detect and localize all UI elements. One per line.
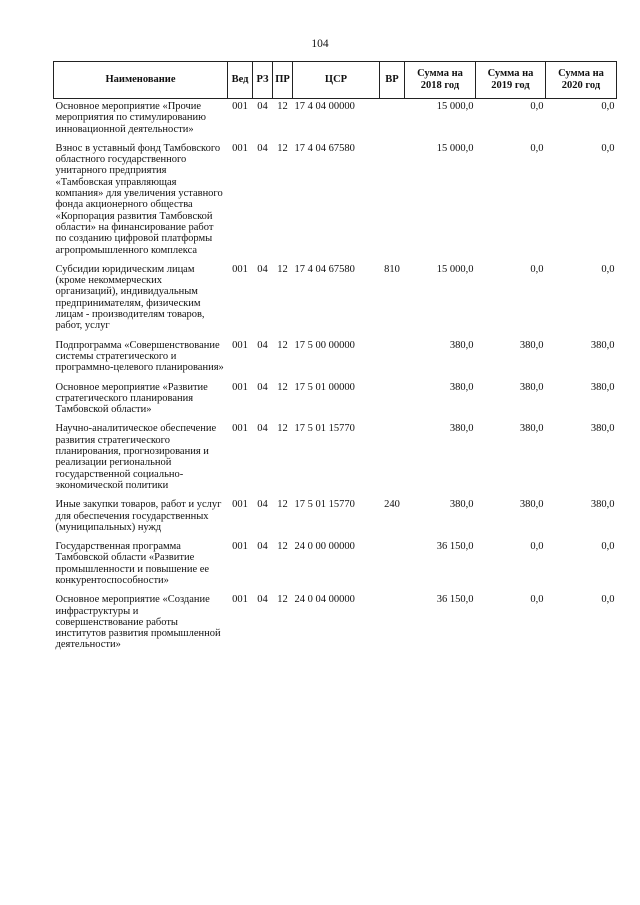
cell-sum-2019: 380,0 bbox=[519, 381, 544, 393]
cell-pr: 12 bbox=[277, 499, 288, 511]
cell-pr: 12 bbox=[277, 339, 288, 351]
cell-sum-2019: 0,0 bbox=[530, 142, 544, 154]
cell-ved: 001 bbox=[232, 263, 248, 275]
cell-name: Иные закупки товаров, работ и услуг для обеспечения государственных (муниципальных) нужд bbox=[55, 499, 222, 533]
page-number: 104 bbox=[311, 38, 329, 50]
cell-vr bbox=[380, 141, 405, 262]
cell-csr: 17 5 00 00000 bbox=[294, 339, 355, 351]
cell-rz: 04 bbox=[257, 142, 268, 154]
cell-csr: 17 4 04 67580 bbox=[294, 142, 355, 154]
cell-rz: 04 bbox=[257, 101, 268, 112]
cell-rz: 04 bbox=[257, 381, 268, 393]
cell-sum-2019: 380,0 bbox=[519, 499, 544, 511]
cell-vr bbox=[380, 421, 405, 497]
table-row bbox=[54, 539, 617, 592]
cell-name: Государственная программа Тамбовской области «Развитие промышленности и повышение ее конкурентоспособности» bbox=[55, 541, 210, 586]
cell-pr: 12 bbox=[277, 101, 288, 112]
cell-pr: 12 bbox=[277, 594, 288, 606]
cell-name: Основное мероприятие «Развитие стратегического планирования Тамбовской области» bbox=[55, 381, 208, 416]
header-ved: Вед bbox=[228, 62, 253, 99]
cell-sum-2020: 0,0 bbox=[601, 263, 615, 275]
cell-pr: 12 bbox=[277, 541, 288, 553]
cell-rz: 04 bbox=[257, 594, 268, 606]
cell-vr bbox=[380, 539, 405, 592]
cell-rz: 04 bbox=[257, 339, 268, 351]
cell-sum-2018: 15 000,0 bbox=[436, 263, 474, 275]
cell-ved: 001 bbox=[232, 142, 248, 154]
cell-rz: 04 bbox=[257, 499, 268, 511]
cell-vr bbox=[380, 380, 405, 422]
cell-vr: 240 bbox=[384, 499, 400, 511]
header-name: Наименование bbox=[54, 62, 228, 99]
header-sum-2020: Сумма на 2020 год bbox=[546, 62, 617, 99]
cell-name: Субсидии юридическим лицам (кроме некоммерческих организаций), индивидуальным предпринимателям, физическим лицам - производителям товаров, работ, услуг bbox=[55, 263, 205, 332]
cell-sum-2018: 36 150,0 bbox=[436, 541, 474, 553]
cell-pr: 12 bbox=[277, 142, 288, 154]
cell-sum-2019: 0,0 bbox=[530, 101, 544, 112]
cell-ved: 001 bbox=[232, 594, 248, 606]
cell-sum-2018: 15 000,0 bbox=[436, 101, 474, 112]
cell-sum-2020: 0,0 bbox=[601, 541, 615, 553]
cell-name: Подпрограмма «Совершенствование системы стратегического и программно-целевого планирования» bbox=[55, 339, 224, 374]
cell-name: Основное мероприятие «Прочие мероприятия по стимулированию инновационной деятельности» bbox=[55, 101, 207, 135]
header-csr: ЦСР bbox=[293, 62, 380, 99]
cell-csr: 17 5 01 15770 bbox=[294, 499, 355, 511]
cell-vr bbox=[380, 338, 405, 380]
cell-sum-2020: 380,0 bbox=[590, 381, 615, 393]
cell-sum-2018: 380,0 bbox=[449, 499, 474, 511]
cell-ved: 001 bbox=[232, 381, 248, 393]
table-row bbox=[54, 141, 617, 262]
header-sum-2019: Сумма на 2019 год bbox=[476, 62, 546, 99]
table-row bbox=[54, 592, 617, 656]
cell-vr bbox=[380, 99, 405, 141]
cell-csr: 17 5 01 00000 bbox=[294, 381, 355, 393]
cell-sum-2020: 0,0 bbox=[601, 142, 615, 154]
cell-name: Взнос в уставный фонд Тамбовского областного государственного унитарного предприятия «Тамбовская управляющая компания» для увеличения уставного фонда акционерного общества «Корпорация развития Тамбовской области» на финансирование работ по созданию цифровой платформы агропромышленного комплекса bbox=[55, 142, 223, 256]
table-row bbox=[54, 338, 617, 380]
cell-csr: 24 0 00 00000 bbox=[294, 541, 355, 553]
header-sum-2018: Сумма на 2018 год bbox=[405, 62, 476, 99]
cell-ved: 001 bbox=[232, 423, 248, 435]
table-row bbox=[54, 497, 617, 539]
table-row bbox=[54, 421, 617, 497]
cell-sum-2018: 380,0 bbox=[449, 381, 474, 393]
cell-ved: 001 bbox=[232, 339, 248, 351]
cell-vr: 810 bbox=[384, 263, 400, 275]
cell-sum-2018: 15 000,0 bbox=[436, 142, 474, 154]
budget-table bbox=[53, 61, 617, 657]
cell-sum-2019: 380,0 bbox=[519, 423, 544, 435]
cell-ved: 001 bbox=[232, 541, 248, 553]
cell-sum-2018: 380,0 bbox=[449, 339, 474, 351]
table-row bbox=[54, 380, 617, 422]
cell-csr: 17 4 04 00000 bbox=[294, 101, 355, 112]
cell-csr: 17 4 04 67580 bbox=[294, 263, 355, 275]
cell-pr: 12 bbox=[277, 263, 288, 275]
cell-sum-2018: 36 150,0 bbox=[436, 594, 474, 606]
cell-sum-2019: 0,0 bbox=[530, 541, 544, 553]
header-row bbox=[54, 62, 617, 99]
cell-csr: 24 0 04 00000 bbox=[294, 594, 355, 606]
cell-vr bbox=[380, 592, 405, 656]
header-vr: ВР bbox=[380, 62, 405, 99]
table-row bbox=[54, 262, 617, 338]
cell-sum-2020: 380,0 bbox=[590, 499, 615, 511]
cell-name: Научно-аналитическое обеспечение развития стратегического планирования, прогнозирования и реализации региональной государственной социально-экономической политики bbox=[55, 423, 217, 491]
cell-pr: 12 bbox=[277, 423, 288, 435]
cell-sum-2020: 380,0 bbox=[590, 423, 615, 435]
cell-sum-2018: 380,0 bbox=[449, 423, 474, 435]
cell-sum-2019: 0,0 bbox=[530, 594, 544, 606]
cell-sum-2020: 0,0 bbox=[601, 101, 615, 112]
header-rz: РЗ bbox=[253, 62, 273, 99]
cell-sum-2019: 380,0 bbox=[519, 339, 544, 351]
cell-rz: 04 bbox=[257, 541, 268, 553]
table-row bbox=[54, 99, 617, 141]
cell-ved: 001 bbox=[232, 499, 248, 511]
cell-sum-2020: 0,0 bbox=[601, 594, 615, 606]
header-pr: ПР bbox=[273, 62, 293, 99]
cell-sum-2020: 380,0 bbox=[590, 339, 615, 351]
cell-ved: 001 bbox=[232, 101, 248, 112]
cell-pr: 12 bbox=[277, 381, 288, 393]
cell-csr: 17 5 01 15770 bbox=[294, 423, 355, 435]
cell-sum-2019: 0,0 bbox=[530, 263, 544, 275]
cell-rz: 04 bbox=[257, 423, 268, 435]
cell-rz: 04 bbox=[257, 263, 268, 275]
cell-name: Основное мероприятие «Создание инфраструктуры и совершенствование работы институтов развития промышленной деятельности» bbox=[55, 594, 221, 651]
